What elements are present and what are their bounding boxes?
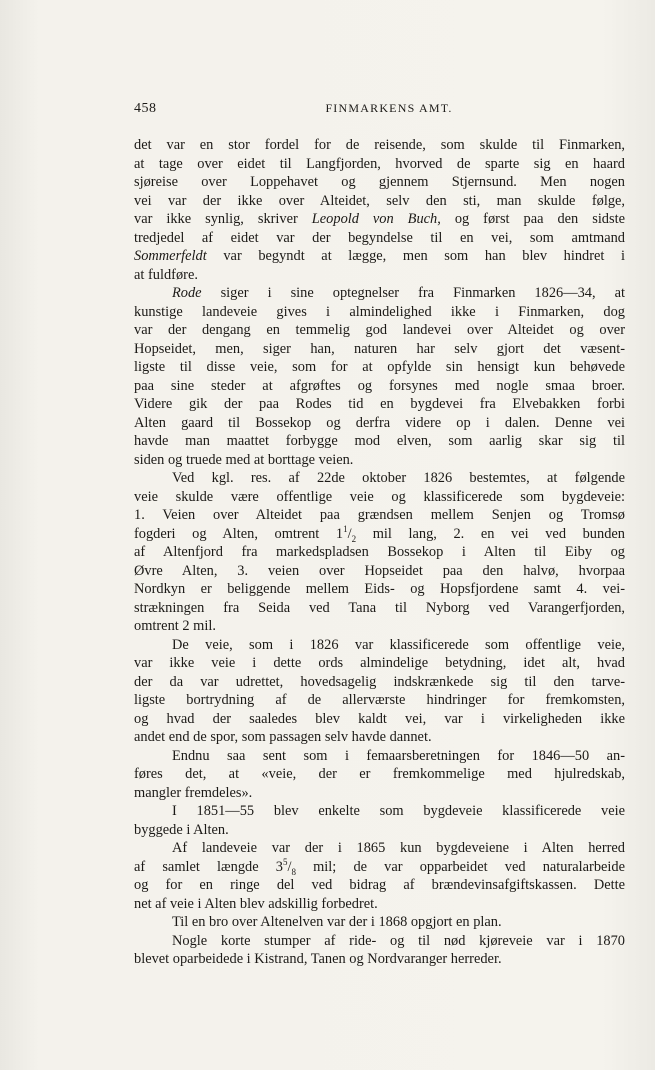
text-line: og hvad der saaledes blev kaldt vei, var i virkeligheden ikke (134, 710, 625, 727)
text-line: Ved kgl. res. af 22de oktober 1826 bestemtes, at følgende (172, 470, 625, 486)
text-line (134, 525, 625, 544)
author-name: Leopold von Buch (311, 211, 438, 227)
text-line: ligste til disse veie, som for at opfylde sin hensigt kun behøvede (134, 359, 625, 375)
text-line: byggede i Alten. (134, 821, 229, 838)
fraction-numerator: 5 (282, 856, 288, 867)
text-line: Nogle korte stumper af ride- og til nød kjøreveie var i 1870 (172, 932, 625, 949)
text-line: siden og truede med at borttage veien. (134, 451, 354, 468)
text-segment: siger i sine optegnelser fra Finmarken 1826—34, at (201, 285, 625, 301)
text-segment: , og først paa den sidste (437, 211, 625, 227)
text-line: omtrent 2 mil. (134, 618, 216, 634)
text-line: blevet oparbeidede i Kistrand, Tanen og Nordvaranger herreder. (134, 951, 502, 967)
text-line: De veie, som i 1826 var klassificerede som offentlige veie, (172, 636, 625, 653)
text-line: det var en stor fordel for de reisende, som skulde til Finmarken, (134, 137, 625, 153)
text-line: veie skulde være offentlige veie og klassificerede som bygdeveie: (134, 488, 625, 505)
text-segment: var begyndt at lægge, men som han blev hindret i (206, 248, 625, 264)
text-line: tredjedel af eidet var der begyndelse til en vei, som amtmand (134, 229, 625, 246)
text-line: Videre gik der paa Rodes tid en bygdevei fra Elvebakken forbi (134, 396, 625, 412)
text-line: Endnu saa sent som i femaarsberetningen for 1846—50 an- (172, 747, 625, 764)
text-line: I 1851—55 blev enkelte som bygdeveie klassificerede veie (172, 803, 625, 819)
text-line: vei var der ikke over Alteidet, selv den sti, man skulde følge, (134, 192, 625, 209)
fraction-numerator: 1 (343, 523, 348, 534)
fraction-slash: / (287, 858, 292, 875)
person-name: Rode (172, 285, 202, 301)
text-line: at tage over eidet til Langfjorden, hvorved de sparte sig en haard (134, 155, 625, 172)
text-line: og for en ringe del ved bidrag af brændevinsafgiftskassen. Dette (134, 877, 625, 893)
text-line: paa sine steder at afgrøftes og forsynes med nogle smaa broer. (134, 377, 625, 394)
fraction-denominator: 2 (351, 533, 357, 544)
text-line: Af landeveie var der i 1865 kun bygdeveiene i Alten herred (172, 840, 625, 856)
text-line: 1. Veien over Alteidet paa grændsen mellem Senjen og Tromsø (134, 507, 625, 523)
text-segment: af samlet længde 3 (134, 858, 283, 875)
text-line: Øvre Alten, 3. veien over Hopseidet paa den halvø, hvorpaa (134, 562, 625, 579)
text-line: Alten gaard til Bossekop og derfra videre op i dalen. Denne vei (134, 414, 625, 431)
fraction-denominator: 8 (291, 866, 296, 877)
text-line: havde man maattet forbygge mod elven, som aarlig skar sig til (134, 433, 625, 449)
text-line: Til en bro over Altenelven var der i 1868 opgjort en plan. (172, 914, 502, 930)
text-line (134, 210, 625, 229)
text-line: sjøreise over Loppehavet og gjennem Stjernsund. Men nogen (134, 174, 625, 190)
text-line: at fuldføre. (134, 266, 198, 283)
text-line: strækningen fra Seida ved Tana til Nyborg ved Varangerfjorden, (134, 599, 625, 616)
text-line (134, 858, 625, 877)
text-line: var ikke veie i dette ords almindelige betydning, idet alt, hvad (134, 655, 625, 671)
text-line: mangler fremdeles». (134, 784, 253, 801)
text-line: føres det, at «veie, der er fremkommelige med hjulredskab, (134, 766, 625, 782)
running-head: FINMARKENS AMT. (325, 101, 453, 115)
text-segment: var ikke synlig, skriver (134, 211, 312, 227)
text-line: ligste bortrydning af de allerværste hindringer for fremkomsten, (134, 692, 625, 708)
text-line: af Altenfjord fra markedspladsen Bossekop i Alten til Eiby og (134, 544, 625, 560)
text-line: Hopseidet, men, siger han, naturen har selv gjort det væsent- (134, 340, 625, 357)
text-line: Nordkyn er beliggende mellem Eids- og Hopsfjordene samt 4. vei- (134, 581, 625, 597)
page-header (134, 101, 624, 121)
text-segment: mil lang, 2. en vei ved bunden (356, 525, 625, 542)
text-segment: mil; de var opparbeidet ved naturalarbeide (295, 858, 626, 875)
text-line: var der dengang en temmelig god landevei over Alteidet og over (134, 322, 625, 338)
fraction-slash: / (347, 525, 352, 542)
text-line: kunstige landeveie gives i almindelighed ikke i Finmarken, dog (134, 303, 625, 320)
person-name: Sommerfeldt (134, 248, 207, 264)
text-line (134, 247, 625, 266)
text-segment: fogderi og Alten, omtrent 1 (134, 525, 344, 542)
text-line: andet end de spor, som passagen selv havde dannet. (134, 729, 432, 745)
text-line: net af veie i Alten blev adskillig forbedret. (134, 895, 378, 912)
text-line: der da var udrettet, hovedsagelig indskrænkede sig til den tarve- (134, 673, 625, 690)
body-text (134, 136, 625, 969)
page-number: 458 (134, 101, 157, 116)
text-line (134, 284, 625, 303)
